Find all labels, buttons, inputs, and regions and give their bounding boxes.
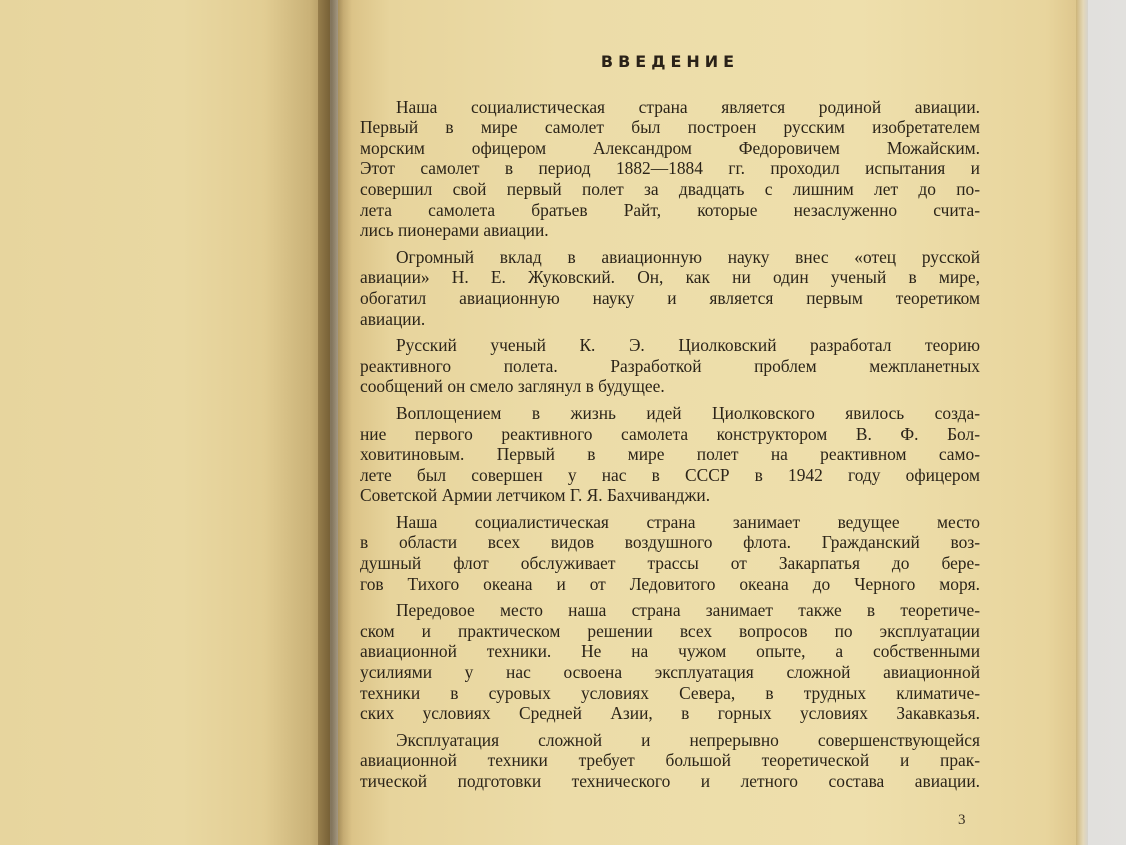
text-line: Русский ученый К. Э. Циолковский разработал теорию [396,335,980,356]
text-line: в области всех видов воздушного флота. Гражданский воз- [360,532,980,553]
text-line: Этот самолет в период 1882—1884 гг. проходил испытания и [360,158,980,179]
paragraph-6 [360,600,980,724]
page-text [360,48,980,798]
paragraph-3 [360,335,980,397]
text-line: тической подготовки технического и летного состава авиации. [360,771,980,791]
text-line: ском и практическом решении всех вопросов по эксплуатации [360,620,980,641]
text-line: обогатил авиационную науку и является первым теоретиком [360,287,980,308]
text-line: сообщений он смело заглянул в будущее. [360,376,665,397]
text-line: Наша социалистическая страна является родиной авиации. [396,96,980,117]
book-gutter [318,0,352,845]
paragraph-5 [360,512,980,594]
paragraph-1 [360,97,980,241]
text-line: морским офицером Александром Федоровичем Можайским. [360,137,980,158]
text-line: усилиями у нас освоена эксплуатация сложной авиационной [360,662,980,683]
text-line: душный флот обслуживает трассы от Закарпатья до бере- [360,553,980,574]
paragraph-7 [360,730,980,792]
text-line: техники в суровых условиях Севера, в трудных климатиче- [360,682,980,703]
text-line: Передовое место наша страна занимает также в теоретиче- [396,600,980,621]
text-line: Эксплуатация сложной и непрерывно совершенствующейся [396,729,980,750]
text-line: авиационной техники. Не на чужом опыте, а собственными [360,641,980,662]
text-line: ских условиях Средней Азии, в горных условиях Закавказья. [360,703,980,724]
text-line: совершил свой первый полет за двадцать с лишним лет до по- [360,178,980,199]
text-line: ние первого реактивного самолета конструктором В. Ф. Бол- [360,423,980,444]
text-line: гов Тихого океана и от Ледовитого океана до Черного моря. [360,573,980,594]
left-page [0,0,330,845]
text-line: Наша социалистическая страна занимает ведущее место [396,511,980,532]
text-line: Воплощением в жизнь идей Циолковского явилось созда- [396,402,980,423]
text-line: авиации» Н. Е. Жуковский. Он, как ни один ученый в мире, [360,267,980,288]
text-line: авиации. [360,308,426,329]
text-line: авиационной техники требует большой теоретической и прак- [360,750,980,771]
text-line: реактивного полета. Разработкой проблем межпланетных [360,355,980,376]
text-line: Советской Армии летчиком Г. Я. Бахчиванджи. [360,485,711,506]
text-line: Огромный вклад в авиационную науку внес «отец русской [396,246,980,267]
text-line: Первый в мире самолет был построен русским изобретателем [360,117,980,138]
text-line: лись пионерами авиации. [360,220,549,241]
paragraph-4 [360,403,980,506]
paragraph-2 [360,247,980,329]
page-number: 3 [958,812,966,828]
chapter-heading: ВВЕДЕНИЕ [600,52,740,71]
text-line: лета самолета братьев Райт, которые незаслуженно счита- [360,199,980,220]
text-line: лете был совершен у нас в СССР в 1942 году офицером [360,464,980,485]
text-line: ховитиновым. Первый в мире полет на реактивном само- [360,444,980,465]
page-edge [1076,0,1088,845]
